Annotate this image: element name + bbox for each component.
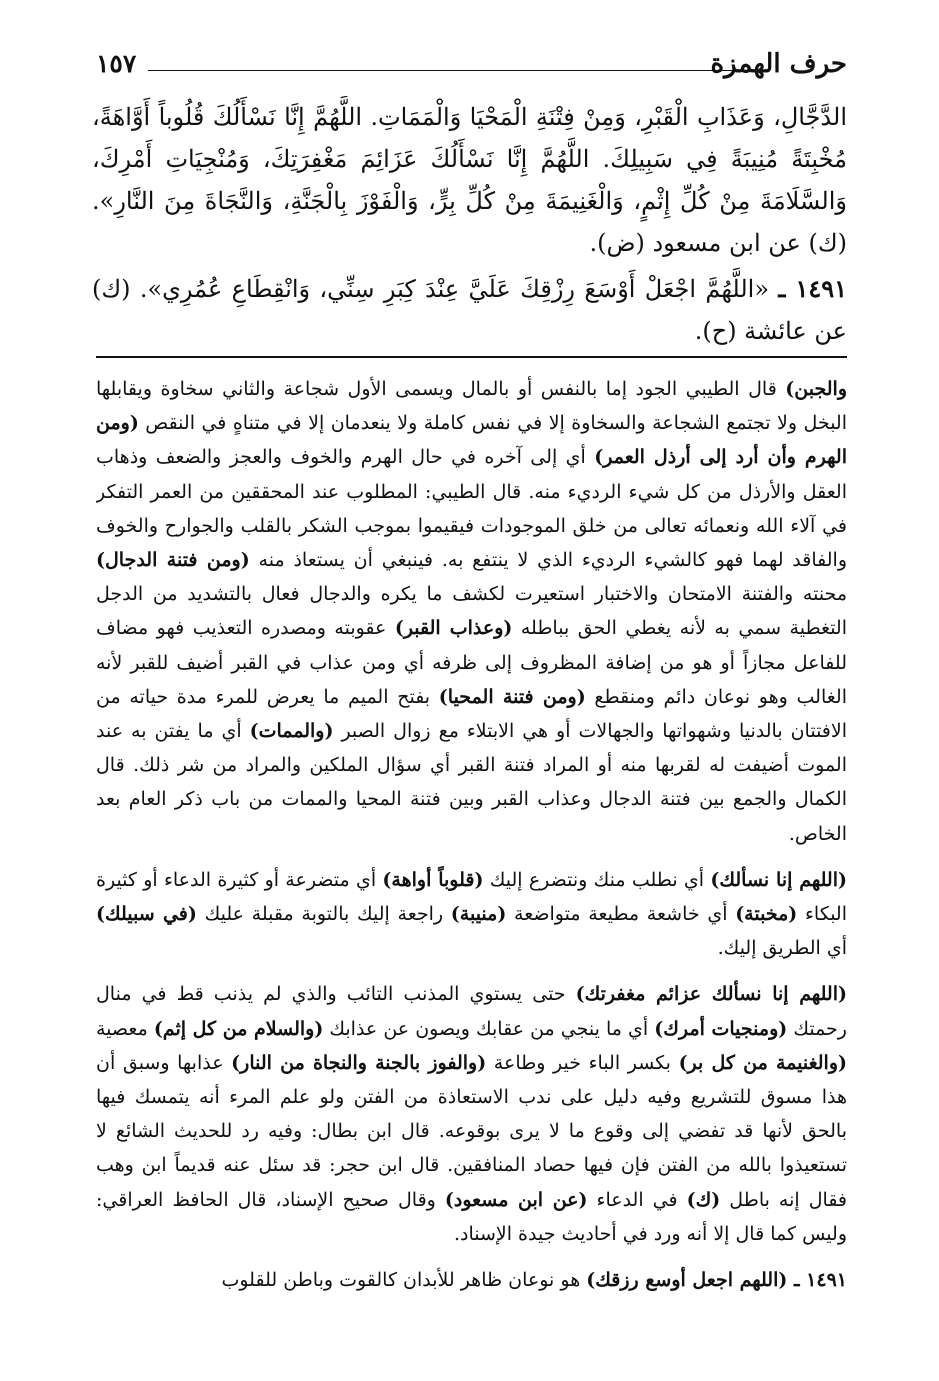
commentary-paragraph: [96, 372, 847, 851]
commentary-text: بفتح الميم ما يعرض للمرء مدة حياته من الافتتان بالدنيا وشهواتها والجهالات أو هي الابتلاء مع زوال الصبر: [96, 685, 847, 743]
commentary-text: عقوبته ومصدره التعذيب فهو مضاف للفاعل مجازاً أو هو من إضافة المظروف إلى ظرفه أي ومن عذاب في القبر أضيف للقبر لأنه الغالب وهو نوعان دائم ومنقطع: [96, 617, 847, 708]
commentary-text: قال الطيبي الجود إما بالنفس أو بالمال ويسمى الأول شجاعة والثاني سخاوة ويقابلها البخل ولا تجتمع الشجاعة والسخاوة إلا في نفس كاملة ولا ينعدمان إلا في متناهٍ في النقص: [96, 378, 847, 435]
commentary-text: محنته والفتنة الامتحان والاختبار استعيرت لكشف ما يكره والدجال فعال بالتشديد من الدجل التغطية سمي به لأنه يغطي الحق بباطله: [96, 583, 847, 640]
page-number: ١٥٧: [96, 49, 137, 78]
commentary-text: أي خاشعة مطيعة متواضعة: [506, 903, 736, 926]
commentary-text: راجعة إليك بالتوبة مقبلة عليك: [196, 903, 451, 926]
header-rule: [148, 70, 743, 71]
commentary-keyword: (ومن فتنة الدجال): [96, 549, 250, 572]
commentary-text: وقال صحيح الإسناد، قال الحافظ العراقي: وليس كما قال إلا أنه ورد في أحاديث جيدة الإسناد.: [96, 1188, 847, 1245]
commentary-keyword: (وعذاب القبر): [394, 617, 513, 640]
commentary-keyword: (والغنيمة من كل بر): [678, 1051, 847, 1074]
commentary-keyword: (اللهم إنا نسألك): [710, 868, 847, 891]
commentary-keyword: والجبن): [785, 378, 847, 400]
commentary-keyword: (عن ابن مسعود): [444, 1188, 588, 1211]
hadith-continuation: الدَّجَّالِ، وَعَذَابِ الْقَبْرِ، وَمِنْ فِتْنَةِ الْمَحْيَا وَالْمَمَاتِ. اللَّهُمَّ إِنَّا نَسْأَلُكَ قُلُوباً أَوَّاهَةً، مُخْبِتَةً مُنِيبَةً فِي سَبِيلِكَ. اللَّهُمَّ إِنَّا نَسْأَلُكَ عَزَائِمَ مَغْفِرَتِكَ، وَمُنْجِيَاتِ أَمْرِكَ، وَالسَّلَامَةَ مِنْ كُلِّ إِثْمٍ، وَالْغَنِيمَةَ مِنْ كُلِّ بِرٍّ، وَالْفَوْزَ بِالْجَنَّةِ، وَالنَّجَاةَ مِنَ النَّارِ». (ك) عن ابن مسعود (ض).: [92, 103, 847, 257]
commentary-text: أي متضرعة أو كثيرة الدعاء أو كثيرة البكاء: [96, 868, 847, 926]
commentary-keyword: (قلوباً أواهة): [382, 868, 484, 891]
commentary-keyword: (مخبتة): [735, 903, 798, 926]
commentary-paragraph: [96, 863, 847, 966]
commentary-keyword: ١٤٩١ ـ (اللهم اجعل أوسع رزقك): [586, 1269, 847, 1292]
commentary-text: معصية: [96, 1017, 154, 1040]
commentary-keyword: (في سبيلك): [96, 903, 197, 926]
commentary-text: أي الطريق إليك.: [717, 937, 847, 960]
commentary-keyword: (منيبة): [450, 903, 507, 926]
running-header: [96, 46, 847, 82]
commentary-paragraph: [96, 1263, 847, 1297]
footnote-divider: [96, 356, 847, 358]
commentary-keyword: (والممات): [249, 720, 334, 743]
hadith-entry: [92, 268, 847, 348]
chapter-title: حرف الهمزة: [710, 49, 847, 79]
hadith-body: «اللَّهُمَّ اجْعَلْ أَوْسَعَ رِزْقِكَ عَلَيَّ عِنْدَ كِبَرِ سِنِّي، وَانْقِطَاعِ عُمُرِي». (ك) عن عائشة (ح).: [92, 275, 847, 345]
commentary-keyword: (ومن الهرم وأن أرد إلى أرذل العمر): [96, 412, 847, 469]
commentary-keyword: (والسلام من كل إثم): [153, 1017, 324, 1040]
commentary-text: عذابها وسبق أن هذا مسوق للتشريع وفيه دليل على ندب الاستعاذة من الفتن ولو علم المرء أنه يتمسك فيها بالحق لأنها قد تفضي إلى وقوع ما لا يرى بوقوعه. قال ابن بطال: وفيه رد للحديث الشائع لا تستعيذوا بالله من الفتن فإن فيها حصاد المنافقين. قال ابن حجر: قد سئل عنه قديماً ابن وهب فقال إنه باطل: [96, 1051, 847, 1211]
commentary-keyword: (ومن فتنة المحيا): [438, 685, 586, 708]
commentary: [96, 372, 847, 1362]
commentary-text: أي ما ينجي من عقابك ويصون عن عذابك: [323, 1017, 655, 1040]
commentary-text: أي ما يفتن به عند الموت أضيفت له لقربها منه أو المراد فتنة القبر أي سؤال الملكين والمراد من شر ذلك. قال الكمال والجمع بين فتنة الدجال وعذاب القبر وبين فتنة المحيا والممات من باب ذكر العام بعد الخاص.: [96, 720, 847, 845]
commentary-text: أي نطلب منك ونتضرع إليك: [483, 868, 711, 891]
commentary-keyword: (ك): [686, 1188, 721, 1211]
commentary-text: في الدعاء: [587, 1188, 687, 1211]
commentary-keyword: (والفوز بالجنة والنجاة من النار): [231, 1051, 487, 1074]
commentary-text: حتى يستوي المذنب التائب والذي لم يذنب قط في منال رحمتك: [96, 983, 847, 1040]
commentary-keyword: (ومنجيات أمرك): [654, 1017, 788, 1040]
commentary-text: أي إلى آخره في حال الهرم والخوف والعجز والضعف وذهاب العقل والأرذل من كل شيء الرديء منه. قال الطيبي: المطلوب عند المحققين من العمر التفكر في آلاء الله ونعمائه تعالى من خلق الموجودات فيقيموا بموجب الشكر بالقلب والجوارح والخوف والفاقد لهما فهو كالشيء الرديء الذي لا ينتفع به. فينبغي أن يستعاذ منه: [96, 446, 847, 572]
hadith-text: [92, 96, 847, 348]
commentary-keyword: (اللهم إنا نسألك عزائم مغفرتك): [575, 983, 847, 1006]
hadith-number: ١٤٩١ ـ: [778, 274, 847, 303]
commentary-text: هو نوعان ظاهر للأبدان كالقوت وباطن للقلوب: [221, 1269, 587, 1292]
commentary-paragraph: [96, 977, 847, 1251]
commentary-text: بكسر الباء خير وطاعة: [486, 1051, 679, 1074]
